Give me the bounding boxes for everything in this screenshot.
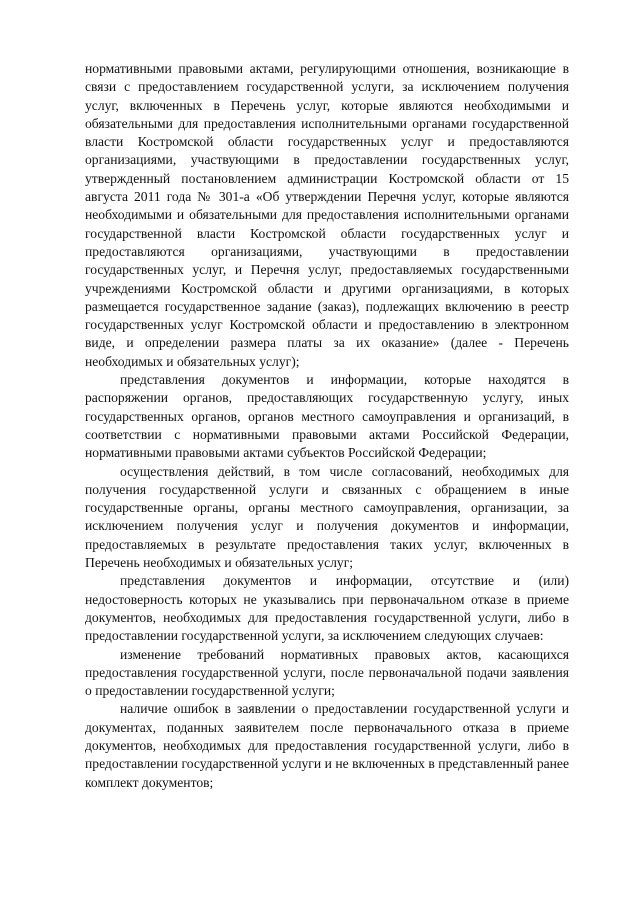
paragraph-1: нормативными правовыми актами, регулирующими отношения, возникающие в связи с предоставлением государственной услуги, за исключением получения услуг, включенных в Перечень услуг, которые являются необходимыми и обязательными для предоставления исполнительными органами государственной власти Костромской области государственных услуг и предоставляются организациями, участвующими в предоставлении государственных услуг, утвержденный постановлением администрации Костромской области от 15 августа 2011 года № 301-а «Об утверждении Перечня услуг, которые являются необходимыми и обязательными для предоставления исполнительными органами государственной власти Костромской области государственных услуг и предоставляются организациями, участвующими в предоставлении государственных услуг, и Перечня услуг, предоставляемых государственными учреждениями Костромской области и другими организациями, в которых размещается государственное задание (заказ), подлежащих включению в реестр государственных услуг Костромской области и предоставлению в электронном виде, и определении размера платы за их оказание» (далее - Перечень необходимых и обязательных услуг); <box>85 61 569 369</box>
paragraph-4: представления документов и информации, отсутствие и (или) недостоверность которых не указывались при первоначальном отказе в приеме документов, необходимых для предоставления государственной услуги, либо в предоставлении государственной услуги, за исключением следующих случаев: <box>85 573 569 644</box>
paragraph-2: представления документов и информации, которые находятся в распоряжении органов, предоставляющих государственную услугу, иных государственных органов, органов местного самоуправления и организаций, в соответствии с нормативными правовыми актами Российской Федерации, нормативными правовыми актами субъектов Российской Федерации; <box>85 372 569 461</box>
paragraph-3: осуществления действий, в том числе согласований, необходимых для получения государственной услуги и связанных с обращением в иные государственные органы, органы местного самоуправления, организации, за исключением получения услуг и получения документов и информации, предоставляемых в результате предоставления таких услуг, включенных в Перечень необходимых и обязательных услуг; <box>85 463 569 571</box>
paragraph-5: изменение требований нормативных правовых актов, касающихся предоставления государственной услуги, после первоначальной подачи заявления о предоставлении государственной услуги; <box>85 646 569 699</box>
paragraph-6: наличие ошибок в заявлении о предоставлении государственной услуги и документах, поданных заявителем после первоначального отказа в приеме документов, необходимых для предоставления государственной услуги, либо в предоставлении государственной услуги и не включенных в представленный ранее комплект документов; <box>85 701 569 790</box>
document-body <box>85 60 569 792</box>
